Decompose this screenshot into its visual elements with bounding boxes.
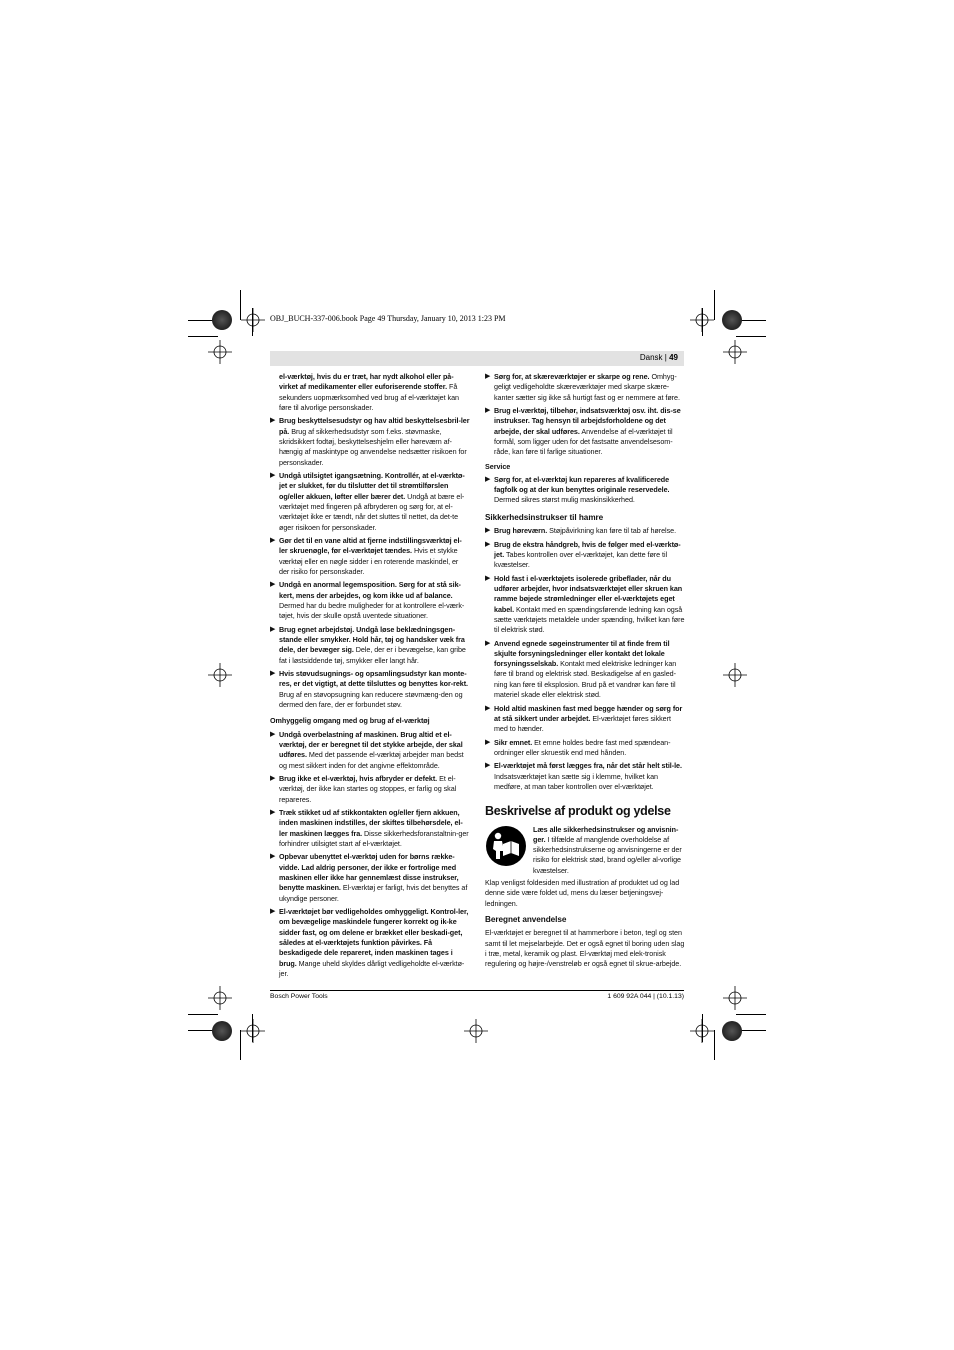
footer-rule	[270, 990, 684, 991]
bullet-triangle-icon: ▶	[270, 537, 276, 545]
bullet-triangle-icon: ▶	[485, 407, 491, 415]
bullet-triangle-icon: ▶	[270, 670, 276, 678]
tool-care-instruction-item: ▶ Brug el-værktøj, tilbehør, indsatsværktøj osv. iht. dis-se instrukser. Tag hensyn til arbejdsforholdene og det arbejde, der skal udføres. Anvendelse af el-værktøjet til formål, som ligger uden for det fastsatte anvendelsesom-råde, kan føre til farlige situationer.	[485, 406, 681, 457]
service-instruction-item: ▶ Sørg for, at el-værktøj kun repareres af kvalificerede fagfolk og at der kun benyttes originale reservedele. Dermed sikres størst mulig maskinsikkerhed.	[485, 474, 670, 505]
right-column	[485, 372, 685, 973]
bullet-triangle-icon: ▶	[485, 527, 491, 535]
read-manual-icon	[485, 825, 527, 867]
bullet-triangle-icon: ▶	[270, 853, 276, 861]
tool-care-instruction-item: ▶ Undgå overbelastning af maskinen. Brug altid et el-værktøj, der er beregnet til det stykke arbejde, der skal udføres. Med det passende el-værktøj arbejder man bedst og mest sikkert inden for det angivne effektområde.	[270, 729, 464, 770]
hammer-safety-instruction-item: ▶ Brug høreværn. Støjpåvirkning kan føre til tab af hørelse.	[485, 526, 677, 536]
bullet-triangle-icon: ▶	[485, 574, 491, 582]
footer-brand: Bosch Power Tools	[270, 993, 328, 1000]
warning-text: Læs alle sikkerhedsinstrukser og anvisnin-ger. I tilfælde af manglende overholdelse af sikkerhedsinstrukserne og anvisningerne er der risiko for elektrisk stød, brand og/eller al-vorlige kvæstelser.	[533, 824, 682, 875]
bullet-triangle-icon: ▶	[270, 908, 276, 916]
bullet-triangle-icon: ▶	[270, 472, 276, 480]
heading-hammer-safety: Sikkerhedsinstrukser til hamre	[485, 512, 604, 522]
tool-care-instruction-item: ▶ Sørg for, at skæreværktøjer er skarpe og rene. Omhyg-geligt vedligeholdte skæreværktøjer med skarpe skære-kanter sætter sig ikke så hurtigt fast og er nemmere at føre.	[485, 372, 680, 402]
bullet-triangle-icon: ▶	[270, 417, 276, 425]
page-number: 49	[669, 353, 678, 362]
tool-care-instruction-item: ▶ Træk stikket ud af stikkontakten og/eller fjern akkuen, inden maskinen indstilles, der skiftes tilbehørsdele, el-ler maskinen lægges fra. Disse sikkerhedsforanstaltnin-ger forhindrer utilsigtet start af el-værktøjet.	[270, 808, 469, 848]
fold-out-text: Klap venligst foldesiden med illustration af produktet ud og lad denne side være foldet ud, mens du læser betjeningsvej-ledningen.	[485, 878, 680, 908]
bullet-triangle-icon: ▶	[485, 738, 491, 746]
bullet-triangle-icon: ▶	[270, 809, 276, 817]
warning-block	[485, 825, 685, 876]
left-column	[270, 372, 470, 982]
subhead-careful-use: Omhyggelig omgang med og brug af el-værktøj	[270, 716, 430, 726]
hammer-safety-instruction-item: ▶ Sikr emnet. Et emne holdes bedre fast med spændean-ordninger eller skruestik end med hånden.	[485, 737, 671, 757]
bullet-triangle-icon: ▶	[485, 704, 491, 712]
safety-instruction-item: ▶ Undgå utilsigtet igangsætning. Kontrollér, at el-værktø-jet er slukket, før du tilslutter det til strømtilførslen og/eller akkuen, løfter eller bærer det. Undgå at bære el-værktøjet med fingeren på afbryderen og sørg for, at el-værktøjet ikke er tændt, når det sluttes til nettet, da det-te øger risikoen for personskader.	[270, 471, 465, 532]
heading-product-description: Beskrivelse af produkt og ydelse	[485, 804, 671, 819]
tool-care-instruction-item: ▶ Opbevar ubenyttet el-værktøj uden for børns række-vidde. Lad aldrig personer, der ikke er fortrolige med maskinen eller ikke har gennemlæst disse instrukser, benytte maskinen. El-værktøj er farligt, hvis det benyttes af ukyndige personer.	[270, 852, 468, 903]
hammer-safety-instruction-item: ▶ El-værktøjet må først lægges fra, når det står helt stil-le. Indsatsværktøjet kan sætte sig i klemme, hvilket kan medføre, at man taber kontrollen over el-værktøjet.	[485, 761, 682, 791]
bullet-triangle-icon: ▶	[270, 581, 276, 589]
bullet-triangle-icon: ▶	[485, 639, 491, 647]
hammer-safety-instruction-item: ▶ Hold altid maskinen fast med begge hænder og sørg for at stå sikkert under arbejdet. El-værktøjet føres sikkert med to hænder.	[485, 703, 683, 734]
bullet-triangle-icon: ▶	[270, 775, 276, 782]
hammer-safety-instruction-item: ▶ Anvend egnede søgeinstrumenter til at finde frem til skjulte forsyningsledninger eller kontakt det lokale forsyningsselskab. Kontakt med elektriske ledninger kan føre til brand og elektrisk stød. Beskadigelse af en gasled-ning kan føre til eksplosion. Brud på et vandrør kan føre til materiel skade eller elektrisk stød.	[485, 638, 677, 700]
bullet-triangle-icon: ▶	[485, 373, 491, 380]
bullet-triangle-icon: ▶	[485, 475, 491, 483]
lead-paragraph: el-værktøj, hvis du er træt, har nydt alkohol eller på-virket af medikamenter eller euforiserende stoffer. Få sekunders uopmærksomhed ved brug af el-værktøjet kan føre til alvorlige personskader.	[279, 372, 459, 412]
hammer-safety-instruction-item: ▶ Brug de ekstra håndgreb, hvis de følger med el-værktø-jet. Tabes kontrollen over el-værktøjet, kan dette føre til kvæstelser.	[485, 539, 681, 570]
footer-doc-number: 1 609 92A 044 | (10.1.13)	[607, 993, 684, 1000]
subhead-service: Service	[485, 461, 511, 471]
tool-care-instruction-item: ▶ Brug ikke et el-værktøj, hvis afbryder er defekt. Et el-værktøj, der ikke kan startes og stoppes, er farlig og skal repareres.	[270, 774, 457, 804]
print-slug: OBJ_BUCH-337-006.book Page 49 Thursday, January 10, 2013 1:23 PM	[270, 314, 506, 323]
bullet-triangle-icon: ▶	[485, 540, 491, 548]
tool-care-instruction-item: ▶ El-værktøjet bør vedligeholdes omhyggeligt. Kontrol-ler, om bevægelige maskindele fungerer korrekt og ik-ke sidder fast, og om delene er brækket eller beskadi-get, således at el-værktøjets funktion påvirkes. Få beskadigede dele repareret, inden maskinen tages i brug. Mange uheld skyldes dårligt vedligeholdte el-værktø-jer.	[270, 907, 469, 978]
safety-instruction-item: ▶ Gør det til en vane altid at fjerne indstillingsværktøj el-ler skruenøgle, før el-værktøjet tændes. Hvis et stykke værktøj eller en nøgle sidder i en roterende maskindel, er der risiko for personskader.	[270, 536, 462, 576]
safety-instruction-item: ▶ Hvis støvudsugnings- og opsamlingsudstyr kan monte-res, er det vigtigt, at dette tilsluttes og benyttes kor-rekt. Brug af en støvopsugning kan reducere støvmæng-den og dermed den fare, der er forbundet støv.	[270, 669, 469, 710]
heading-intended-use: Beregnet anvendelse	[485, 914, 567, 924]
intended-use-text: El-værktøjet er beregnet til at hammerbore i beton, tegl og sten samt til let mejselarbejde. Det er også egnet til boring uden slag i træ, metal, keramik og plast. El-værktøj med elek-tronisk regulering og højre-/venstreløb er også egnet til skrue-arbejde.	[485, 928, 685, 969]
bullet-triangle-icon: ▶	[270, 625, 276, 633]
safety-instruction-item: ▶ Brug beskyttelsesudstyr og hav altid beskyttelsesbril-ler på. Brug af sikkerhedsudstyr som f.eks. støvmaske, skridsikkert fodtøj, beskyttelseshjelm eller høreværn af-hængig af maskintype og anvendelse nedsætter risikoen for personskader.	[270, 416, 470, 467]
bullet-triangle-icon: ▶	[270, 730, 276, 738]
section-name: Dansk	[639, 353, 663, 362]
hammer-safety-instruction-item: ▶ Hold fast i el-værktøjets isolerede gribeflader, når du udfører arbejder, hvor indsatsværktøjet eller skruen kan ramme bøjede strømledninger eller el-værktøjets eget kabel. Kontakt med en spændingsførende ledning kan også sætte værktøjets metaldele under spænding, hvilket kan føre til elektrisk stød.	[485, 573, 685, 635]
safety-instruction-item: ▶ Undgå en anormal legemsposition. Sørg for at stå sik-kert, mens der arbejdes, og kom ikke ud af balance. Dermed har du bedre muligheder for at kontrollere el-værk-tøjet, hvis der skulle opstå uventede situationer.	[270, 580, 465, 621]
safety-instruction-item: ▶ Brug egnet arbejdstøj. Undgå løse beklædningsgen-stande eller smykker. Hold hår, tøj og handsker væk fra dele, der bevæger sig. Dele, der er i bevægelse, kan gribe fat i løstsiddende tøj, smykker eller langt hår.	[270, 624, 466, 665]
bullet-triangle-icon: ▶	[485, 762, 491, 770]
page-header: Dansk | 49	[270, 351, 684, 366]
